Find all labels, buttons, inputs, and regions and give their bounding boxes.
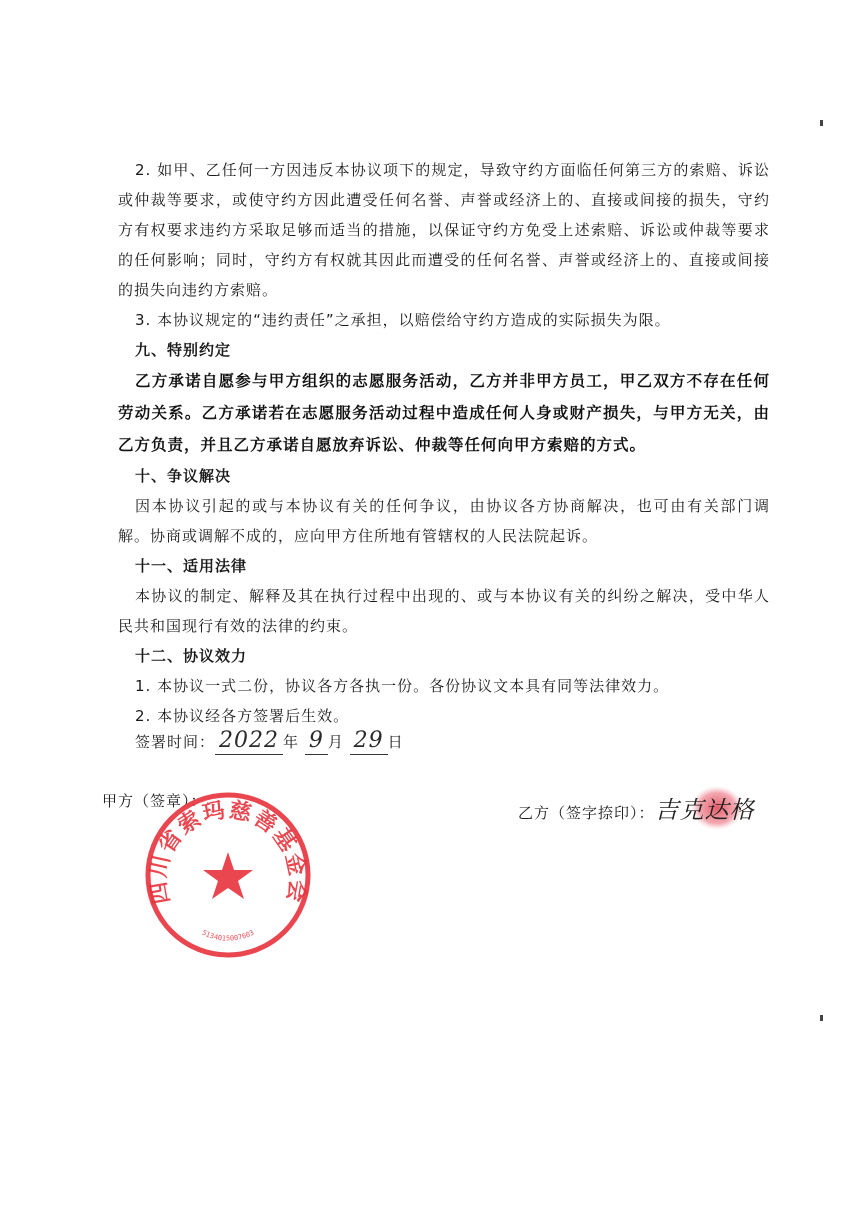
party-b-signature: 吉克达格 [654, 796, 755, 824]
clause-11-body: 本协议的制定、解释及其在执行过程中出现的、或与本协议有关的纠纷之解决，受中华人民共和国现行有效的法律的约束。 [118, 587, 770, 635]
clause-11-heading: 十一、适用法律 [135, 557, 248, 575]
svg-text:5134015007603 [201, 929, 256, 943]
scan-mark [820, 1015, 823, 1021]
clause-12-paragraph-2: 2. 本协议经各方签署后生效。 [135, 707, 350, 725]
signing-day: 29 [350, 728, 388, 755]
clause-8-paragraph-3: 3. 本协议规定的“违约责任”之承担，以赔偿给守约方造成的实际损失为限。 [135, 311, 671, 329]
foundation-seal-icon [143, 790, 313, 960]
agreement-body [118, 155, 770, 731]
signing-day-unit: 日 [387, 733, 404, 751]
clause-10-body: 因本协议引起的或与本协议有关的任何争议，由协议各方协商解决，也可由有关部门调解。协商或调解不成的，应向甲方住所地有管辖权的人民法院起诉。 [118, 497, 770, 545]
clause-9-body: 乙方承诺自愿参与甲方组织的志愿服务活动，乙方并非甲方员工，甲乙双方不存在任何劳动关系。乙方承诺若在志愿服务活动过程中造成任何人身或财产损失，与甲方无关，由乙方负责，并且乙方承诺自愿放弃诉讼、仲裁等任何向甲方索赔的方式。 [118, 372, 770, 454]
scan-mark [820, 120, 823, 126]
signing-year-unit: 年 [283, 733, 300, 751]
clause-12-paragraph-1: 1. 本协议一式二份，协议各方各执一份。各份协议文本具有同等法律效力。 [135, 677, 670, 695]
clause-10-heading: 十、争议解决 [135, 467, 232, 485]
signing-month: 9 [305, 728, 328, 755]
clause-12-heading: 十二、协议效力 [135, 647, 248, 665]
seal-code: 5134015007603 [200, 928, 256, 943]
signing-month-unit: 月 [327, 733, 344, 751]
signing-date-label: 签署时间： [135, 733, 216, 751]
signing-year: 2022 [215, 728, 283, 755]
seal-org-name: 四川省索玛慈善基金会 [146, 798, 310, 906]
svg-text:四川省索玛慈善基金会 [146, 797, 311, 906]
party-b-signature-line [518, 790, 755, 825]
party-a-label: 甲方（签章）： [102, 792, 207, 810]
signing-date [135, 728, 404, 755]
party-b-label: 乙方（签字捺印）： [518, 804, 655, 822]
clause-9-heading: 九、特别约定 [135, 341, 232, 359]
clause-8-paragraph-2: 2. 如甲、乙任何一方因违反本协议项下的规定，导致守约方面临任何第三方的索赔、诉讼或仲裁等要求，或使守约方因此遭受任何名誉、声誉或经济上的、直接或间接的损失，守约方有权要求违约方采取足够而适当的措施，以保证守约方免受上述索赔、诉讼或仲裁等要求的任何影响；同时，守约方有权就其因此而遭受的任何名誉、声誉或经济上的、直接或间接的损失向违约方索赔。 [118, 161, 770, 299]
